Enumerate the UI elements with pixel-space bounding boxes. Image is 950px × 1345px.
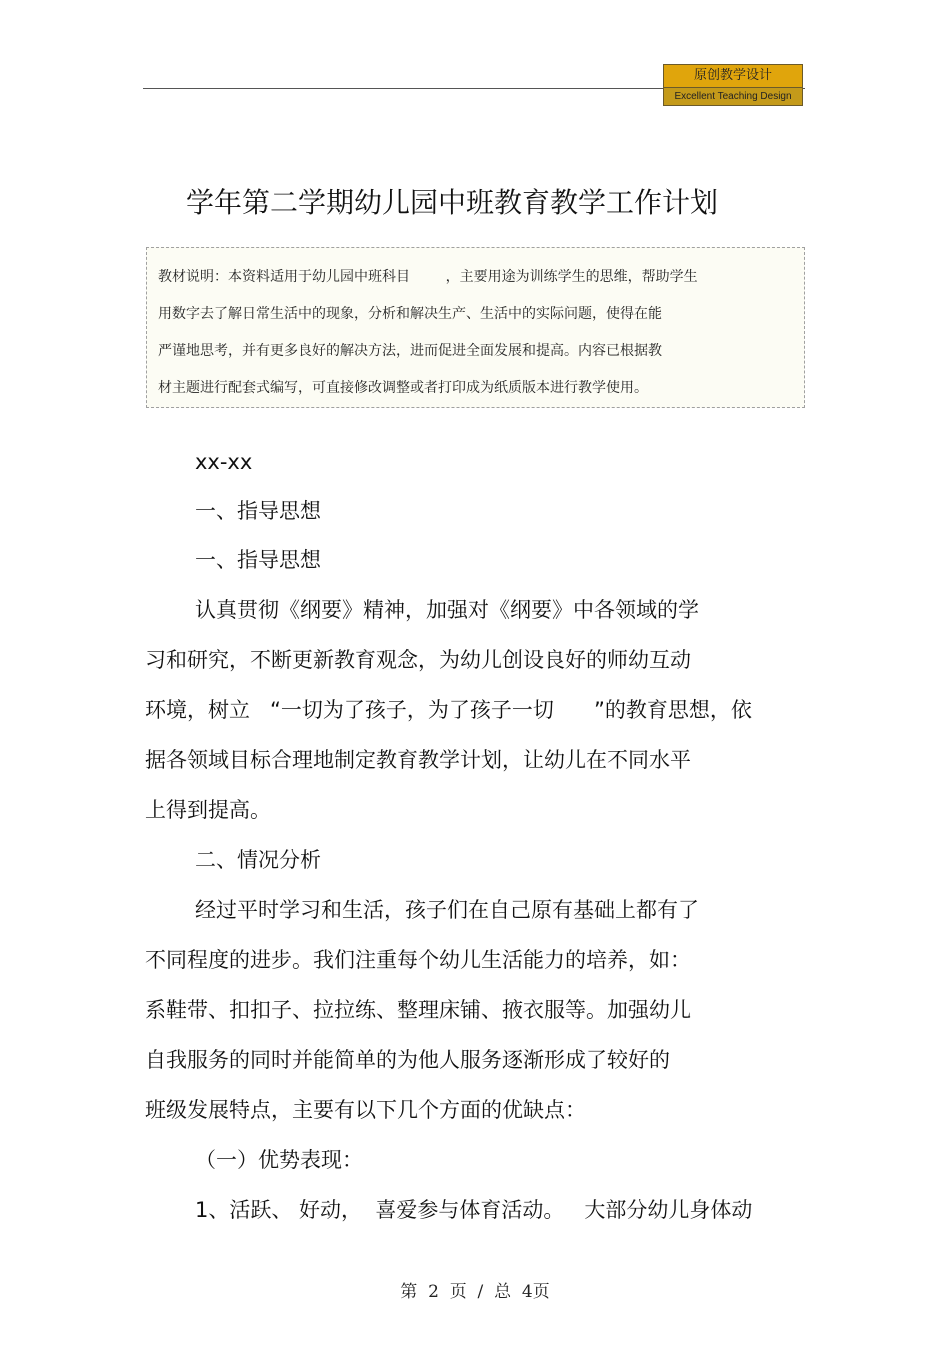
paragraph-line: 自我服务的同时并能简单的为他人服务逐渐形成了较好的 — [145, 1048, 670, 1072]
paragraph-line: 据各领域目标合理地制定教育教学计划，让幼儿在不同水平 — [145, 748, 691, 772]
section-heading: 二、情况分析 — [195, 848, 321, 872]
paragraph-line: 系鞋带、扣扣子、拉拉练、整理床铺、掖衣服等。加强幼儿 — [145, 998, 691, 1022]
brand-badge — [663, 64, 803, 106]
date-line: xx-xx — [195, 450, 253, 474]
badge-title-en: Excellent Teaching Design — [663, 88, 803, 106]
subsection-heading: （一）优势表现： — [195, 1148, 363, 1172]
material-note-box — [146, 247, 805, 408]
note-line: 教材说明：本资料适用于幼儿园中班科目 ，主要用途为训练学生的思维，帮助学生 — [158, 269, 698, 285]
page-number: 第 2 页 / 总 4页 — [400, 1282, 550, 1302]
note-line: 严谨地思考，并有更多良好的解决方法，进而促进全面发展和提高。内容已根据教 — [158, 343, 662, 359]
note-line: 材主题进行配套式编写，可直接修改调整或者打印成为纸质版本进行教学使用。 — [158, 380, 648, 396]
badge-title-cn: 原创教学设计 — [663, 64, 803, 88]
note-line: 用数字去了解日常生活中的现象，分析和解决生产、生活中的实际问题，使得在能 — [158, 306, 662, 322]
paragraph-line: 经过平时学习和生活，孩子们在自己原有基础上都有了 — [195, 898, 699, 922]
paragraph-line: 上得到提高。 — [145, 798, 271, 822]
section-heading: 一、指导思想 — [195, 499, 321, 523]
paragraph-line: 班级发展特点，主要有以下几个方面的优缺点： — [145, 1098, 586, 1122]
section-heading: 一、指导思想 — [195, 548, 321, 572]
list-item: 1、活跃、 好动， 喜爱参与体育活动。 大部分幼儿身体动 — [195, 1198, 753, 1222]
paragraph-line: 习和研究，不断更新教育观念，为幼儿创设良好的师幼互动 — [145, 648, 691, 672]
paragraph-line: 环境，树立 “一切为了孩子，为了孩子一切 ”的教育思想，依 — [145, 698, 752, 722]
paragraph-line: 不同程度的进步。我们注重每个幼儿生活能力的培养，如： — [145, 948, 691, 972]
document-title: 学年第二学期幼儿园中班教育教学工作计划 — [185, 186, 718, 219]
paragraph-line: 认真贯彻《纲要》精神，加强对《纲要》中各领域的学 — [195, 598, 699, 622]
